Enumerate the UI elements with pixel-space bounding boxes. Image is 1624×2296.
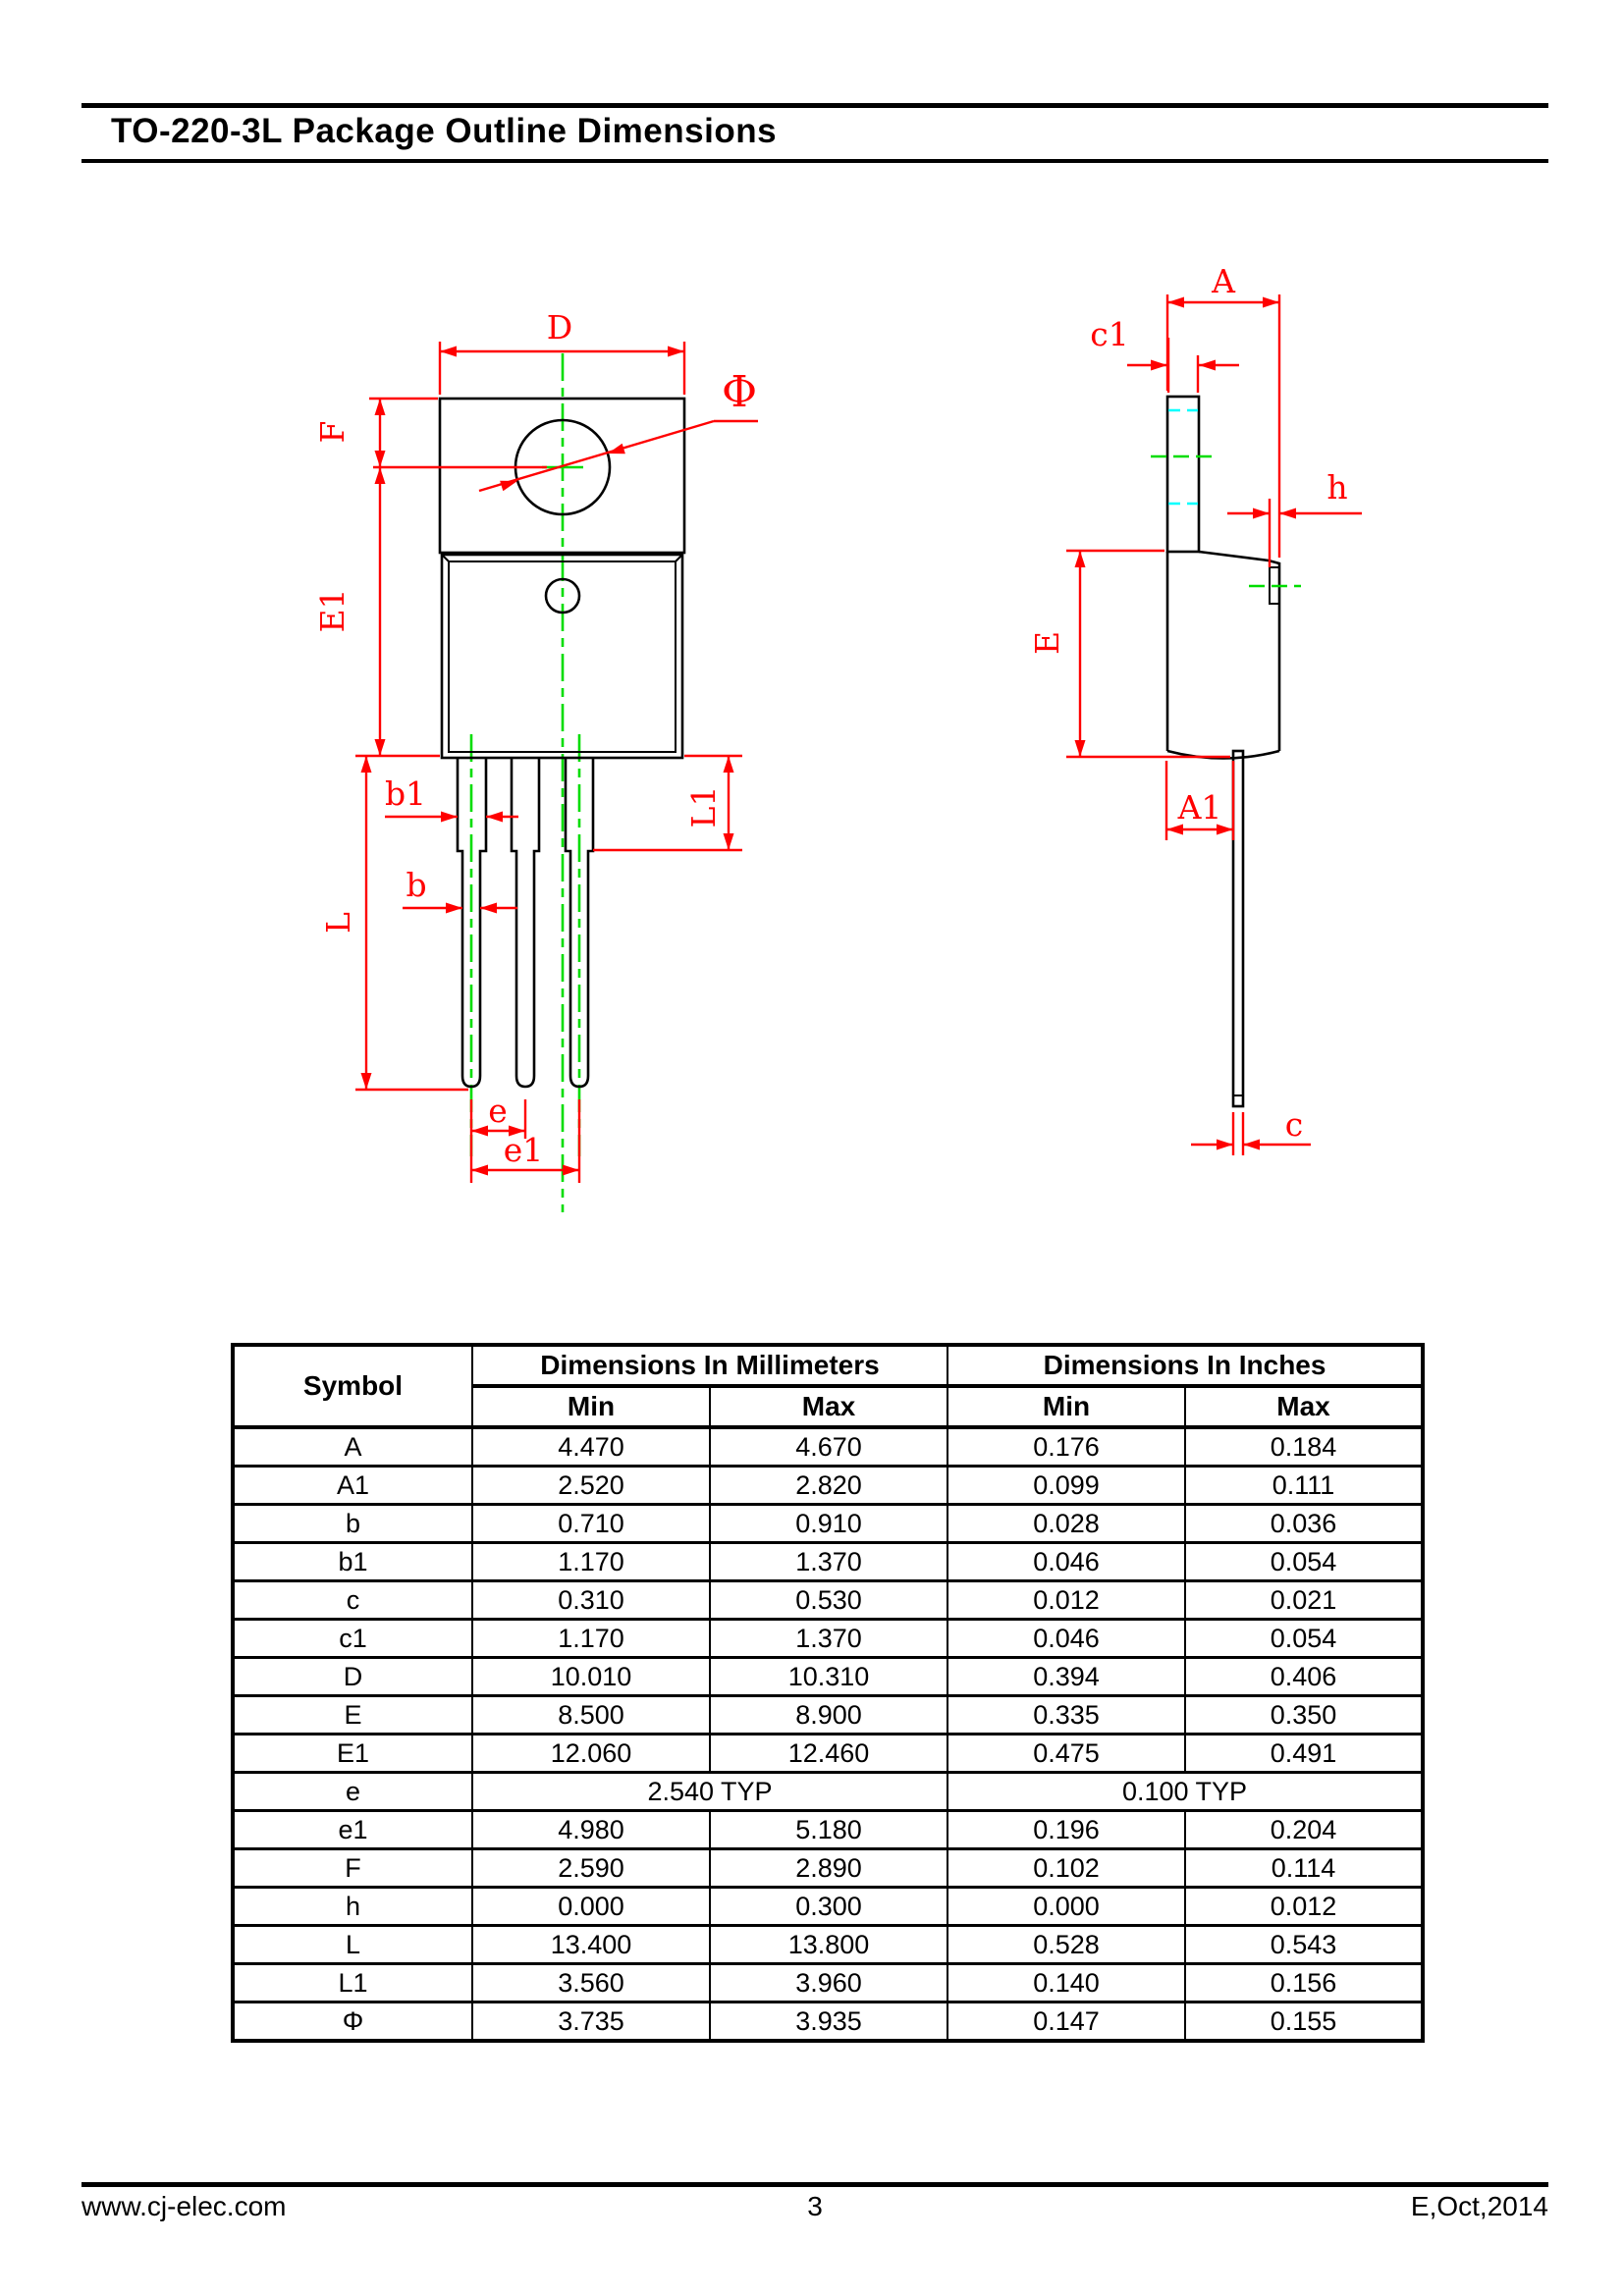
cell-in-max: 0.406 (1185, 1658, 1423, 1696)
dim-label-b1: b1 (384, 774, 427, 813)
page-number: 3 (807, 2191, 823, 2221)
cell-in-max: 0.036 (1185, 1505, 1423, 1543)
cell-mm-min: 12.060 (472, 1735, 710, 1773)
cell-symbol: c (233, 1581, 472, 1620)
cell-in-min: 0.000 (947, 1888, 1185, 1926)
column-header-in-min: Min (947, 1386, 1185, 1427)
cell-mm-min: 2.590 (472, 1849, 710, 1888)
cell-symbol: E1 (233, 1735, 472, 1773)
column-header-symbol: Symbol (233, 1345, 472, 1427)
dim-label-F: F (313, 420, 352, 444)
side-tab-outline (1167, 397, 1199, 552)
page-footer (81, 2191, 1548, 2222)
front-view (313, 308, 758, 1212)
cell-mm-min: 10.010 (472, 1658, 710, 1696)
dim-label-D: D (546, 308, 573, 347)
cell-symbol: A1 (233, 1467, 472, 1505)
cell-symbol: h (233, 1888, 472, 1926)
cell-mm-min: 8.500 (472, 1696, 710, 1735)
cell-mm-min: 4.470 (472, 1427, 710, 1467)
cell-in-min: 0.012 (947, 1581, 1185, 1620)
table-row (233, 1658, 1423, 1696)
cell-symbol: F (233, 1849, 472, 1888)
cell-mm-max: 2.820 (710, 1467, 947, 1505)
table-row (233, 1427, 1423, 1467)
footer-website: www.cj-elec.com (81, 2191, 287, 2221)
cell-mm-min: 13.400 (472, 1926, 710, 1964)
table-row (233, 1696, 1423, 1735)
dim-label-e1: e1 (503, 1131, 544, 1169)
cell-mm-min: 3.560 (472, 1964, 710, 2002)
cell-mm-max: 5.180 (710, 1811, 947, 1849)
table-row (233, 1581, 1423, 1620)
column-header-mm-min: Min (472, 1386, 710, 1427)
cell-mm-max: 0.300 (710, 1888, 947, 1926)
dimensions-table (231, 1343, 1425, 2043)
column-header-in-max: Max (1185, 1386, 1423, 1427)
cell-mm-max: 10.310 (710, 1658, 947, 1696)
cell-in-max: 0.350 (1185, 1696, 1423, 1735)
cell-mm-min: 2.520 (472, 1467, 710, 1505)
table-row (233, 1888, 1423, 1926)
cell-in-min: 0.028 (947, 1505, 1185, 1543)
footer-rule (81, 2182, 1548, 2187)
side-body-top-right (1199, 552, 1279, 751)
cell-in-max: 0.491 (1185, 1735, 1423, 1773)
dim-label-A1: A1 (1177, 788, 1222, 827)
cell-symbol: Φ (233, 2002, 472, 2042)
cell-in-min: 0.140 (947, 1964, 1185, 2002)
lead-2 (512, 758, 539, 1087)
column-header-mm-max: Max (710, 1386, 947, 1427)
cell-in-min: 0.176 (947, 1427, 1185, 1467)
cell-mm-max: 0.910 (710, 1505, 947, 1543)
cell-symbol: D (233, 1658, 472, 1696)
cell-mm-min: 1.170 (472, 1543, 710, 1581)
cell-symbol: L (233, 1926, 472, 1964)
dim-label-h: h (1326, 468, 1348, 507)
cell-in-min: 0.475 (947, 1735, 1185, 1773)
cell-symbol: c1 (233, 1620, 472, 1658)
cell-symbol: b (233, 1505, 472, 1543)
dim-label-A: A (1212, 262, 1235, 300)
side-view (1028, 262, 1362, 1155)
cell-in-max: 0.114 (1185, 1849, 1423, 1888)
cell-mm-min: 0.000 (472, 1888, 710, 1926)
cell-mm-min: 0.710 (472, 1505, 710, 1543)
table-row (233, 2002, 1423, 2042)
dim-label-L1: L1 (684, 785, 723, 828)
table-row (233, 1543, 1423, 1581)
cell-in-max: 0.543 (1185, 1926, 1423, 1964)
cell-mm-max: 13.800 (710, 1926, 947, 1964)
cell-in-max: 0.204 (1185, 1811, 1423, 1849)
cell-symbol: E (233, 1696, 472, 1735)
cell-symbol: e1 (233, 1811, 472, 1849)
dim-label-E: E (1028, 630, 1066, 656)
column-header-mm-group: Dimensions In Millimeters (472, 1345, 947, 1386)
cell-in-max: 0.184 (1185, 1427, 1423, 1467)
cell-in-max: 0.155 (1185, 2002, 1423, 2042)
table-row (233, 1773, 1423, 1811)
cell-in-max: 0.054 (1185, 1620, 1423, 1658)
dim-label-phi: Φ (721, 367, 758, 417)
cell-in-min: 0.046 (947, 1620, 1185, 1658)
cell-mm-min: 0.310 (472, 1581, 710, 1620)
cell-mm-max: 3.960 (710, 1964, 947, 2002)
cell-mm-max: 1.370 (710, 1543, 947, 1581)
dimension-table-body (233, 1427, 1423, 2041)
dim-label-E1: E1 (313, 588, 352, 633)
table-row (233, 1467, 1423, 1505)
cell-mm-max: 12.460 (710, 1735, 947, 1773)
cell-mm-max: 0.530 (710, 1581, 947, 1620)
table-row (233, 1849, 1423, 1888)
cell-in-max: 0.111 (1185, 1467, 1423, 1505)
dim-label-c: c (1284, 1105, 1304, 1144)
cell-in-max: 0.054 (1185, 1543, 1423, 1581)
cell-mm-max: 3.935 (710, 2002, 947, 2042)
cell-mm-min: 3.735 (472, 2002, 710, 2042)
dim-label-b: b (406, 866, 427, 904)
cell-in-min: 0.394 (947, 1658, 1185, 1696)
cell-in-max: 0.156 (1185, 1964, 1423, 2002)
dim-label-e: e (488, 1092, 508, 1130)
table-row (233, 1620, 1423, 1658)
cell-mm-max: 8.900 (710, 1696, 947, 1735)
cell-in-min: 0.196 (947, 1811, 1185, 1849)
side-lead (1233, 751, 1243, 1106)
cell-mm-min: 1.170 (472, 1620, 710, 1658)
cell-in-max: 0.012 (1185, 1888, 1423, 1926)
table-row (233, 1926, 1423, 1964)
page-title: TO-220-3L Package Outline Dimensions (111, 112, 778, 150)
cell-mm-max: 1.370 (710, 1620, 947, 1658)
cell-symbol: b1 (233, 1543, 472, 1581)
cell-in-max: 0.021 (1185, 1581, 1423, 1620)
cell-symbol: e (233, 1773, 472, 1811)
cell-in-min: 0.046 (947, 1543, 1185, 1581)
cell-in-min: 0.528 (947, 1926, 1185, 1964)
dim-label-L: L (319, 912, 357, 934)
cell-in-min: 0.102 (947, 1849, 1185, 1888)
cell-symbol: A (233, 1427, 472, 1467)
dim-label-c1: c1 (1090, 315, 1129, 353)
cell-in-min: 0.147 (947, 2002, 1185, 2042)
table-row (233, 1735, 1423, 1773)
footer-revision: E,Oct,2014 (1410, 2191, 1548, 2221)
table-row (233, 1964, 1423, 2002)
column-header-in-group: Dimensions In Inches (947, 1345, 1423, 1386)
table-row (233, 1811, 1423, 1849)
cell-symbol: L1 (233, 1964, 472, 2002)
cell-in-min: 0.335 (947, 1696, 1185, 1735)
table-row (233, 1505, 1423, 1543)
cell-mm-min: 4.980 (472, 1811, 710, 1849)
cell-mm-max: 4.670 (710, 1427, 947, 1467)
cell-in-min: 0.099 (947, 1467, 1185, 1505)
cell-mm-typ: 2.540 TYP (472, 1773, 947, 1811)
cell-in-typ: 0.100 TYP (947, 1773, 1423, 1811)
cell-mm-max: 2.890 (710, 1849, 947, 1888)
